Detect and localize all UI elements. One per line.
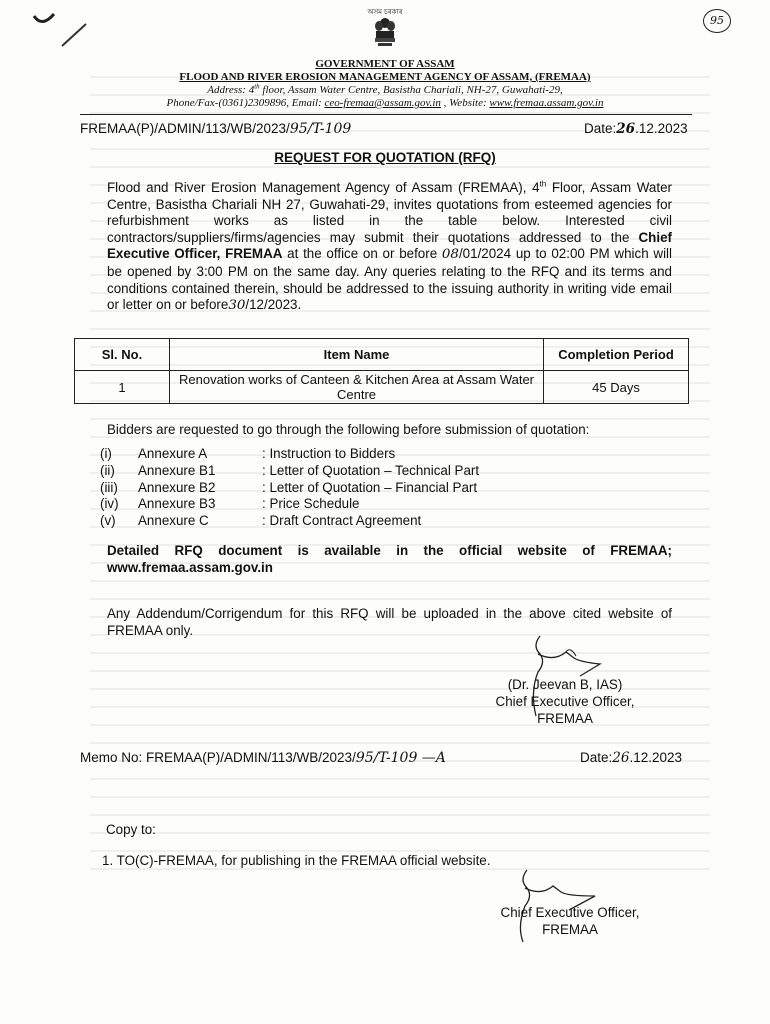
address-label: Address:: [207, 84, 246, 96]
cell-completion-period: 45 Days: [544, 371, 689, 404]
table-header-row: [75, 339, 689, 371]
memo-number-text: Memo No: FREMAA(P)/ADMIN/113/WB/2023/: [80, 750, 356, 765]
ref-date-rest: .12.2023: [635, 121, 688, 136]
reference-date: [584, 120, 688, 138]
intro-text-4: /01/2024 up to 02:00 PM which will be opened by 3:00 PM on the same day. Any queries relating to the RFQ and its terms and conditions contained therein, should be addressed to the issuing authority in writing vide email or letter on or before: [107, 246, 672, 313]
page-number: 95: [703, 9, 731, 33]
addendum-note: Any Addendum/Corrigendum for this RFQ will be uploaded in the above cited website of FREMAA only.: [107, 606, 672, 638]
memo-date-day: 26: [612, 750, 630, 766]
footer-signatory-block: [480, 904, 660, 938]
memo-date-rest: .12.2023: [629, 750, 683, 765]
footer-signatory-org: FREMAA: [542, 922, 598, 937]
website-prefix: , Website:: [440, 97, 490, 109]
query-date-handwritten: 30: [228, 298, 246, 314]
bidders-intro: Bidders are requested to go through the following before submission of quotation:: [107, 422, 590, 437]
address-rest: floor, Assam Water Centre, Basistha Chariali, NH-27, Guwahati-29,: [259, 84, 563, 96]
annexure-number: (v): [100, 513, 116, 529]
annexure-number: (ii): [100, 462, 115, 478]
cell-item-name: Renovation works of Canteen & Kitchen Area at Assam Water Centre: [170, 371, 544, 404]
list-item: [100, 480, 660, 497]
annexure-number: (iii): [100, 479, 118, 495]
intro-text-3: at the office on or before: [282, 246, 442, 262]
annexure-description: : Letter of Quotation – Technical Part: [262, 462, 480, 478]
contact-prefix: Phone/Fax-(0361)2309896, Email:: [166, 97, 325, 109]
ref-date-label: Date:: [584, 121, 617, 136]
website-link[interactable]: www.fremaa.assam.gov.in: [489, 97, 604, 109]
ref-date-day: 26: [616, 121, 636, 137]
header-divider: [80, 114, 692, 115]
emblem-caption: অসম চৰকাৰ: [367, 9, 403, 16]
table-row: [75, 371, 689, 404]
memo-number: [80, 749, 446, 767]
list-item: [100, 496, 660, 513]
copy-to-label: Copy to:: [106, 822, 156, 837]
reference-number: [80, 120, 351, 138]
intro-bold-addressee: Chief Executive Officer, FREMAA: [107, 229, 672, 262]
government-title: GOVERNMENT OF ASSAM: [315, 58, 455, 70]
annexure-name: Annexure A: [138, 446, 208, 461]
intro-paragraph: [107, 180, 672, 315]
cell-sl-no: 1: [75, 371, 170, 404]
agency-address: [0, 84, 770, 97]
ref-number-text: FREMAA(P)/ADMIN/113/WB/2023/: [80, 121, 290, 136]
scan-mark: [28, 4, 108, 54]
intro-text-5: /12/2023.: [245, 297, 302, 313]
header-item-name: Item Name: [170, 339, 544, 371]
signatory-name: (Dr. Jeevan B, IAS): [507, 677, 623, 692]
annexure-description: : Draft Contract Agreement: [262, 513, 422, 529]
header-sl-no: Sl. No.: [75, 339, 170, 371]
annexure-name: Annexure C: [138, 513, 209, 529]
agency-title: FLOOD AND RIVER EROSION MANAGEMENT AGENCY OF ASSAM, (FREMAA): [179, 71, 591, 83]
memo-handwritten: 95/T-109 —A: [355, 750, 446, 766]
agency-contact: [0, 97, 770, 110]
annexure-description: : Price Schedule: [262, 496, 360, 512]
signatory-org: FREMAA: [537, 711, 593, 726]
header-completion-period: Completion Period: [544, 339, 689, 371]
footer-signatory-title: Chief Executive Officer,: [500, 905, 640, 920]
annexure-description: : Letter of Quotation – Financial Part: [262, 479, 478, 495]
detailed-rfq-note: Detailed RFQ document is available in the official website of FREMAA; www.fremaa.assam.gov.in: [107, 543, 672, 575]
state-emblem-icon: [373, 17, 397, 51]
intro-text-1: Flood and River Erosion Management Agency of Assam (FREMAA), 4: [107, 180, 540, 195]
list-item: [100, 446, 660, 463]
deadline-handwritten: 08: [441, 247, 459, 263]
copy-to-item: 1. TO(C)-FREMAA, for publishing in the FREMAA official website.: [102, 853, 491, 868]
signatory-title: Chief Executive Officer,: [495, 694, 635, 709]
intro-sup: th: [539, 179, 547, 189]
annexure-description: : Instruction to Bidders: [262, 446, 396, 461]
ref-handwritten: 95/T-109: [289, 121, 352, 137]
address-sup: th: [254, 82, 260, 91]
address-floor: 4: [248, 84, 255, 96]
memo-date-label: Date:: [580, 750, 613, 765]
document-title: REQUEST FOR QUOTATION (RFQ): [274, 150, 496, 165]
list-item: [100, 463, 660, 480]
annexure-list: [100, 446, 660, 530]
list-item: [100, 513, 660, 530]
intro-text-2: Floor, Assam Water Centre, Basistha Chariali NH 27, Guwahati-29, invites quotations from esteemed agencies for refurbishment works as listed in the table below. Interested civil contractors/suppliers/firms/agencies may submit their quotations addressed to the: [107, 180, 672, 245]
email-link[interactable]: ceo-fremaa@assam.gov.in: [324, 97, 441, 109]
rfq-table: [74, 338, 689, 404]
annexure-number: (iv): [100, 496, 119, 512]
annexure-name: Annexure B3: [138, 496, 216, 512]
annexure-name: Annexure B1: [138, 462, 216, 478]
annexure-number: (i): [100, 446, 112, 461]
annexure-name: Annexure B2: [138, 479, 216, 495]
memo-date: [580, 749, 682, 767]
signatory-block: [480, 676, 650, 727]
